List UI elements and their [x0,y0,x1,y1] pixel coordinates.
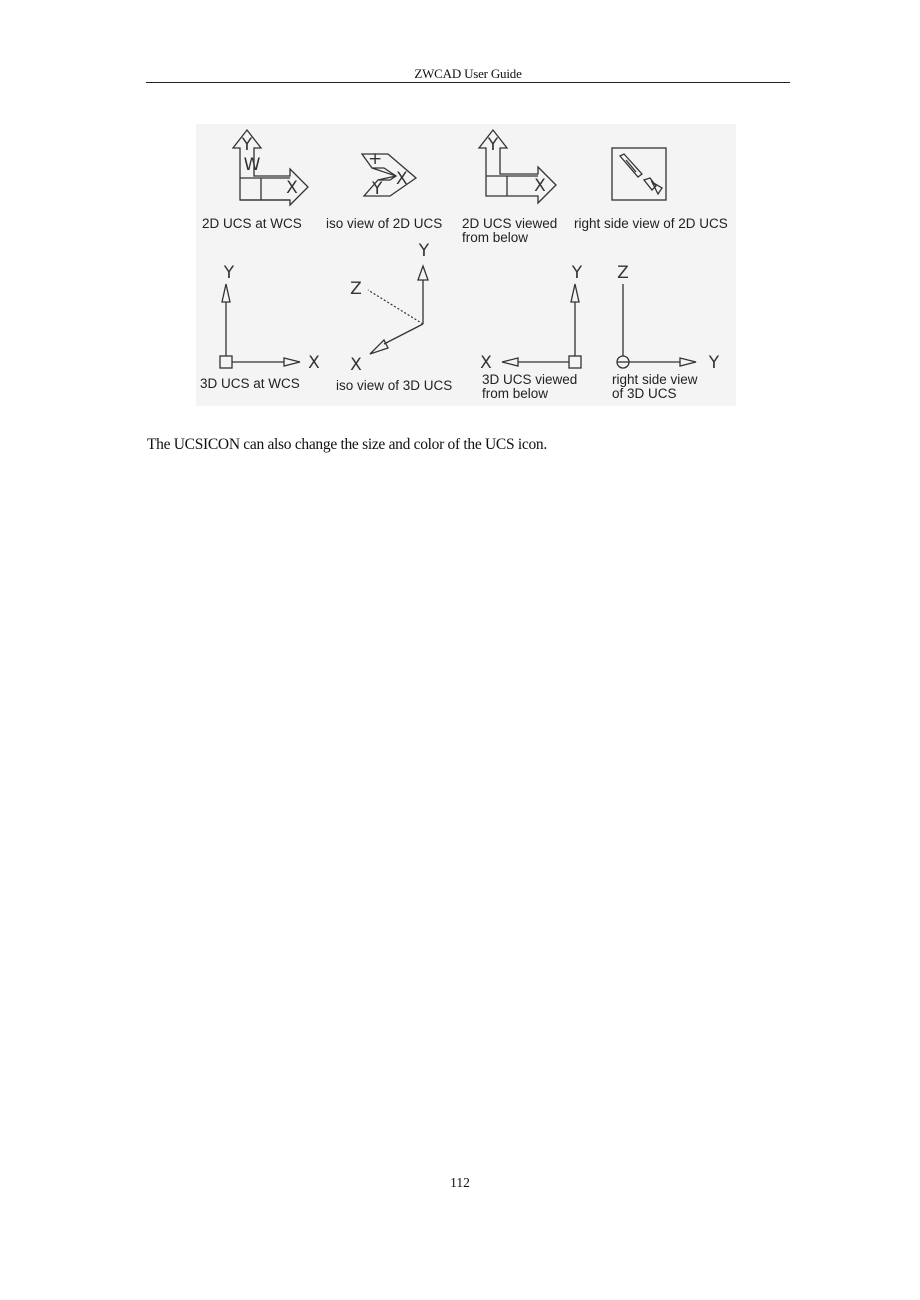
caption-right-side-3d-line1: right side view [612,372,698,387]
running-header: ZWCAD User Guide [414,66,522,81]
x-axis-label: X [480,353,492,373]
ucs-3d-at-wcs-icon [220,263,320,373]
caption-3d-ucs-at-wcs: 3D UCS at WCS [200,376,300,391]
caption-2d-from-below-line1: 2D UCS viewed [462,216,558,231]
caption-right-side-2d: right side view of 2D UCS [574,216,728,231]
broken-pencil-icon [612,148,666,200]
y-axis-label: Y [241,135,253,155]
y-axis-label: Y [708,353,720,373]
ucs-2d-at-wcs-icon [233,130,308,205]
y-axis-label: Y [571,263,583,283]
plus-mark-label: + [368,149,383,169]
y-axis-label: Y [223,263,235,283]
caption-3d-from-below-line1: 3D UCS viewed [482,372,578,387]
w-axis-label: W [243,155,261,175]
iso-view-2d-ucs-icon [362,149,416,199]
z-axis-label: Z [617,263,629,283]
x-axis-label: X [396,169,408,189]
z-axis-label: Z [350,279,362,299]
x-axis-label: X [350,355,362,375]
x-axis-label: X [308,353,320,373]
body-paragraph: The UCSICON can also change the size and color of the UCS icon. [147,436,547,453]
caption-iso-view-3d: iso view of 3D UCS [336,378,453,393]
caption-3d-from-below-line2: from below [482,386,549,401]
y-axis-label: Y [418,241,430,261]
caption-2d-from-below-line2: from below [462,230,529,245]
caption-right-side-3d-line2: of 3D UCS [612,386,677,401]
caption-iso-view-2d: iso view of 2D UCS [326,216,443,231]
right-side-3d-ucs-icon [617,263,720,373]
caption-2d-ucs-at-wcs: 2D UCS at WCS [202,216,302,231]
ucs-2d-from-below-icon [479,130,556,203]
iso-view-3d-ucs-icon [350,241,430,375]
ucs-icon-figure [196,124,736,406]
x-axis-label: X [534,176,546,196]
y-axis-label: Y [372,179,383,199]
x-axis-label: X [286,178,298,198]
header-rule [146,82,790,83]
y-axis-label: Y [487,135,499,155]
ucs-3d-from-below-icon [480,263,583,373]
page-number: 112 [450,1175,470,1190]
